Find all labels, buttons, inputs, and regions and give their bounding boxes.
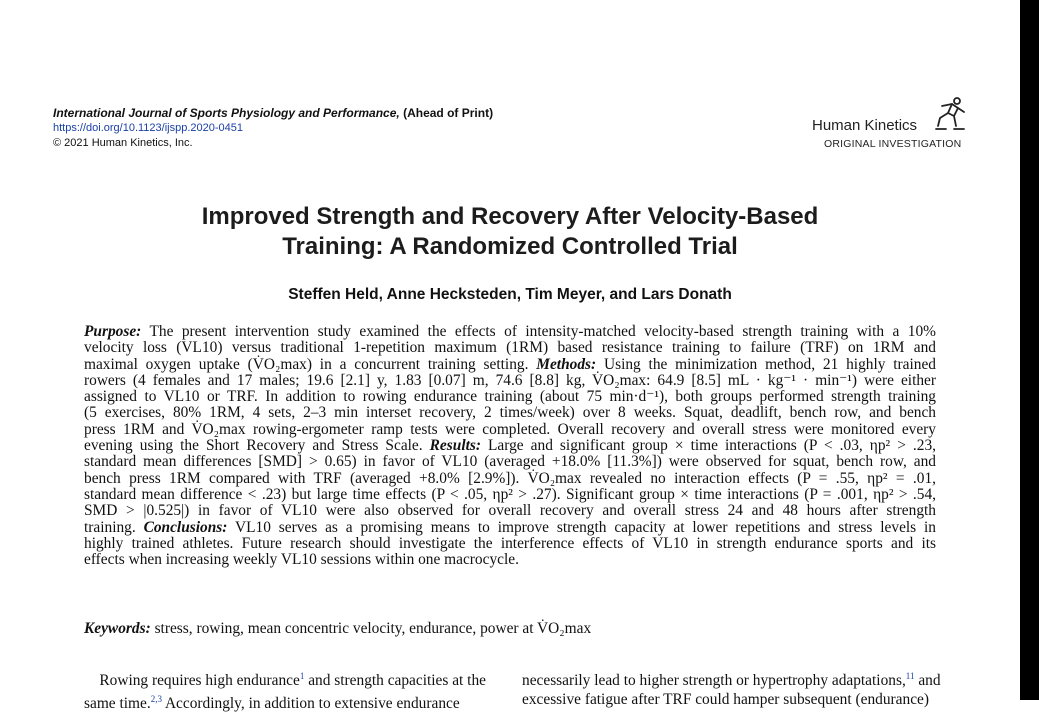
doi-link[interactable]: https://doi.org/10.1123/ijspp.2020-0451 [53,122,243,134]
viewer-edge [1020,0,1039,700]
abstract-line: maximal oxygen uptake (V̇O₂max) in a concurrent training setting. Methods: Using the minimization method, 21 highly trained [84,355,936,373]
author-list: Steffen Held, Anne Hecksteden, Tim Meyer, and Lars Donath [288,286,732,303]
reference-link[interactable]: 1 [299,671,305,681]
body-line: necessarily lead to higher strength or hypertrophy adaptations,$^{11}$ and [522,671,941,690]
abstract-line: press 1RM and V̇O₂max rowing-ergometer ramp tests were completed. Overall recovery and overall stress were monitored every [84,420,936,438]
keywords [84,620,591,638]
journal-header [53,106,493,120]
keywords-label: Keywords: [84,620,151,637]
publisher-logo-icon [934,96,966,132]
copyright: © 2021 Human Kinetics, Inc. [53,137,193,149]
methods-label: Methods: [536,355,597,373]
body-column-left [84,667,498,713]
abstract-line: assigned to VL10 or TRF. In addition to rowing endurance training (about 75 min·d⁻¹), both groups performed strength training [84,388,936,406]
abstract-line: standard mean differences [SMD] > 0.65) in favor of VL10 (averaged +18.0% [11.3%]) were observed for squat, bench row, and [84,453,936,471]
title-line: Improved Strength and Recovery After Velocity-Based [201,203,819,230]
abstract-line: bench press 1RM compared with TRF (averaged +8.0% [2.9%]). V̇O₂max revealed no interaction effects (P = .55, ηp² = .01, [84,469,936,487]
abstract [84,324,936,568]
reference-link[interactable]: 2,3 [150,694,162,705]
abstract-line: (5 exercises, 80% 1RM, 4 sets, 2–3 min interset recovery, 2 times/week) over 8 weeks. Squat, deadlift, bench row, and bench [84,404,936,422]
body-line: excessive fatigue after TRF could hamper subsequent (endurance) [522,691,929,709]
body-line: Rowing requires high endurance$^1$ and strength capacities at the [99,671,486,690]
abstract-line: SMD > |0.525|) in favor of VL10 were also observed for overall recovery and overall stress 24 and 48 hours after strength [84,502,936,520]
article-type: ORIGINAL INVESTIGATION [824,138,962,150]
body-line: same time.$^{2,3}$ Accordingly, in addition to extensive endurance [84,694,460,713]
abstract-line: highly trained athletes. Future research should investigate the interference effects of VL10 in strength endurance sports and its [84,534,936,552]
abstract-line: velocity loss (VL10) versus traditional 1-repetition maximum (1RM) based resistance training to failure (TRF) on 1RM and [84,339,936,357]
abstract-line: evening using the Short Recovery and Stress Scale. Results: Large and significant group × time interactions (P < .03, ηp² > .23, [84,437,936,455]
body-column-right [522,667,966,709]
journal-name: International Journal of Sports Physiology and Performance, [53,106,400,120]
publisher-name: Human Kinetics [812,117,918,134]
article-title [80,202,940,262]
reference-link[interactable]: 11 [905,671,915,681]
conclusions-label: Conclusions: [143,518,228,536]
abstract-line: Purpose: The present intervention study examined the effects of intensity-matched velocity-based strength training with a 10% [84,323,936,340]
results-label: Results: [429,437,481,455]
keywords-text: stress, rowing, mean concentric velocity, endurance, power at V̇O₂max [154,620,592,637]
abstract-line: rowers (4 females and 17 males; 19.6 [2.1] y, 1.83 [0.07] m, 74.6 [8.8] kg, V̇O₂max: 64.9 [8.5] mL · kg⁻¹ · min⁻¹) were either [84,371,936,389]
journal-status: (Ahead of Print) [403,106,494,120]
abstract-line: effects when increasing weekly VL10 sessions within one macrocycle. [84,551,519,569]
purpose-label: Purpose: [84,323,142,340]
abstract-line: standard mean difference < .23) but large time effects (P < .05, ηp² > .27). Significant group × time interactions (P = .001, ηp² > .54, [84,485,936,503]
title-line: Training: A Randomized Controlled Trial [282,233,738,260]
abstract-line: training. Conclusions: VL10 serves as a promising means to improve strength capacity at lower repetitions and stress levels in [84,518,936,536]
